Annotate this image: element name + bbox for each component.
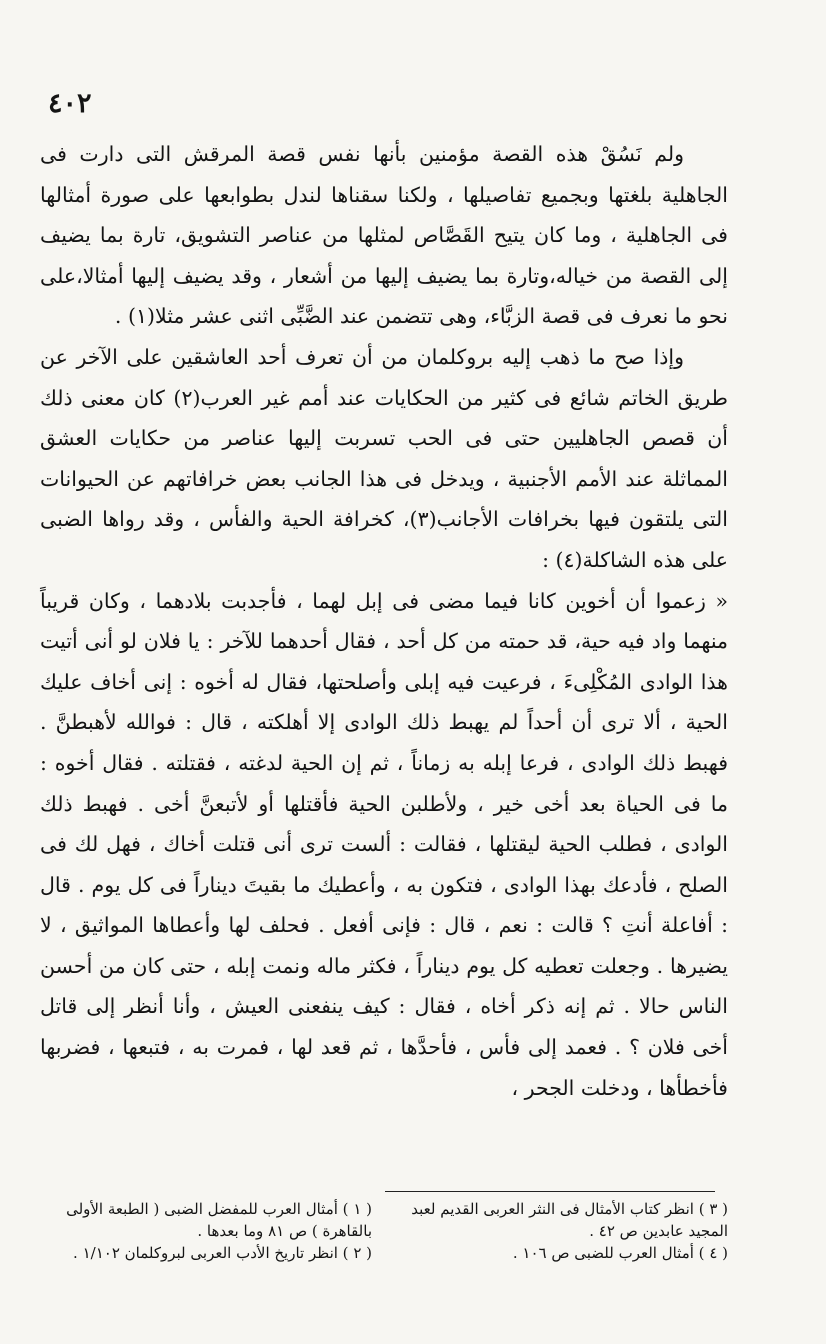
footnotes-right-column	[40, 1198, 372, 1264]
footnote-1: ( ١ ) أمثال العرب للمفضل الضبى ( الطبعة الأولى بالقاهرة ) ص ٨١ وما بعدها .	[66, 1200, 372, 1240]
footnotes	[40, 1198, 728, 1264]
body-text	[40, 134, 728, 1108]
paragraph-2: وإذا صح ما ذهب إليه بروكلمان من أن تعرف أحد العاشقين على الآخر عن طريق الخاتم شائع فى كثير من الحكايات عند أمم غير العرب(٢) كان معنى ذلك أن قصص الجاهليين حتى فى الحب تسربت إليها عناصر من حكايات العشق المماثلة عند الأمم الأجنبية ، ويدخل فى هذا الجانب بعض خرافاتهم عن الحيوانات التى يلتقون فيها بخرافات الأجانب(٣)، كخرافة الحية والفأس ، وقد رواها الضبى على هذه الشاكلة(٤) :	[40, 344, 729, 572]
footnotes-left-column	[396, 1198, 728, 1264]
footnote-3: ( ٣ ) انظر كتاب الأمثال فى النثر العربى القديم لعبد المجيد عابدين ص ٤٢ .	[411, 1200, 728, 1240]
footnote-divider	[385, 1191, 715, 1192]
page-number: ٤٠٢	[48, 88, 92, 119]
footnote-2: ( ٢ ) انظر تاريخ الأدب العربى لبروكلمان ١/١٠٢ .	[73, 1244, 372, 1262]
quoted-tale: « زعموا أن أخوين كانا فيما مضى فى إبل لهما ، فأجدبت بلادهما ، وكان قريباً منهما واد فيه حية، قد حمته من كل أحد ، فقال أحدهما للآخر : يا فلان لو أنى أتيت هذا الوادى المُكْلِىءَ ، فرعيت فيه إبلى وأصلحتها، فقال له أخوه : إنى أخاف عليك الحية ، ألا ترى أن أحداً لم يهبط ذلك الوادى إلا أهلكته ، قال : فوالله لأهبطنَّ . فهبط ذلك الوادى ، فرعا إبله به زماناً ، ثم إن الحية لدغته ، فقتلته . فقال أخوه : ما فى الحياة بعد أخى خير ، ولأطلبن الحية فأقتلها أو لأتبعنَّ أخى . فهبط ذلك الوادى ، فطلب الحية ليقتلها ، فقالت : ألست ترى أنى قتلت أخاك ، فهل لك فى الصلح ، فأدعك بهذا الوادى ، فتكون به ، وأعطيك ما بقيتَ ديناراً فى كل يوم . قال : أفاعلة أنتِ ؟ قالت : نعم ، قال : فإنى أفعل . فحلف لها وأعطاها المواثيق ، لا يضيرها . وجعلت تعطيه كل يوم ديناراً ، فكثر ماله ونمت إبله ، حتى كان من أحسن الناس حالا . ثم إنه ذكر أخاه ، فقال : كيف ينفعنى العيش ، وأنا أنظر إلى قاتل أخى فلان ؟ . فعمد إلى فأس ، فأحدَّها ، ثم قعد لها ، فمرت به ، فتبعها ، فضربها فأخطأها ، ودخلت الجحر ،	[40, 588, 728, 1100]
footnote-4: ( ٤ ) أمثال العرب للضبى ص ١٠٦ .	[512, 1244, 728, 1262]
paragraph-1: ولم نَسُقْ هذه القصة مؤمنين بأنها نفس قصة المرقش التى دارت فى الجاهلية بلغتها وبجميع تفاصيلها ، ولكنا سقناها لندل بطوابعها على صورة أمثالها فى الجاهلية ، وما كان يتيح القَصَّاص لمثلها من عناصر التشويق، تارة بما يضيف إلى القصة من خياله،وتارة بما يضيف إليها من أشعار ، وقد يضيف إليها أمثالا،على نحو ما نعرف فى قصة الزبَّاء، وهى تتضمن عند الضَّبِّى اثنى عشر مثلا(١) .	[40, 142, 728, 329]
